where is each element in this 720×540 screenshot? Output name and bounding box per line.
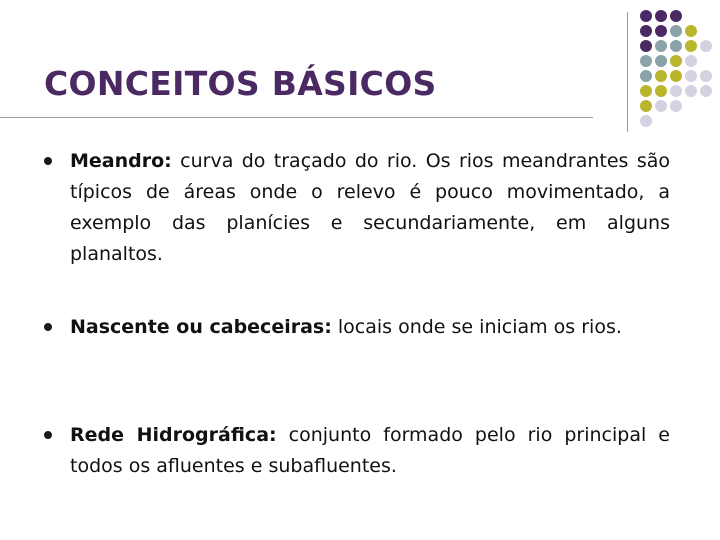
decorative-dot <box>670 10 682 22</box>
decorative-dot <box>655 55 667 67</box>
decorative-dot <box>685 55 697 67</box>
bullet-definition: curva do traçado do rio. Os rios meandrantes são típicos de áreas onde o relevo é pouco movimentado, a exemplo das planícies e secundariamente, em alguns planaltos. <box>70 150 670 265</box>
decorative-dot <box>700 85 712 97</box>
bullet-marker-icon <box>44 157 52 165</box>
decorative-dot <box>655 40 667 52</box>
bullet-term: Meandro: <box>70 150 172 172</box>
decorative-dot <box>655 25 667 37</box>
decorative-dot <box>685 25 697 37</box>
decorative-dot <box>640 115 652 127</box>
decorative-dot <box>655 85 667 97</box>
vertical-divider <box>627 12 628 132</box>
decorative-dot <box>700 40 712 52</box>
decorative-dot <box>640 100 652 112</box>
decorative-dot <box>640 85 652 97</box>
decorative-dot <box>670 25 682 37</box>
decorative-dot <box>670 40 682 52</box>
decorative-dot <box>670 85 682 97</box>
bullet-term: Rede Hidrográfica: <box>70 424 277 446</box>
slide-title: CONCEITOS BÁSICOS <box>44 64 437 103</box>
title-divider <box>0 117 593 118</box>
decorative-dot <box>640 10 652 22</box>
decorative-dot <box>640 55 652 67</box>
decorative-dot <box>700 70 712 82</box>
bullet-definition: conjunto formado pelo rio principal e todos os afluentes e subafluentes. <box>70 424 670 477</box>
bullet-definition: locais onde se iniciam os rios. <box>331 316 622 338</box>
bullet-term: Nascente ou cabeceiras: <box>70 316 332 338</box>
decorative-dot <box>685 85 697 97</box>
decorative-dot <box>655 70 667 82</box>
bullet-marker-icon <box>44 431 52 439</box>
decorative-dot <box>670 55 682 67</box>
decorative-dot <box>640 25 652 37</box>
bullet-text <box>70 146 670 270</box>
bullet-text <box>70 312 670 343</box>
decorative-dot <box>640 40 652 52</box>
decorative-dot <box>640 70 652 82</box>
bullet-marker-icon <box>44 323 52 331</box>
decorative-dot <box>685 40 697 52</box>
decorative-dot <box>655 10 667 22</box>
decorative-dot <box>655 100 667 112</box>
bullet-text <box>70 420 670 482</box>
decorative-dot <box>685 70 697 82</box>
decorative-dot <box>670 100 682 112</box>
decorative-dot <box>670 70 682 82</box>
